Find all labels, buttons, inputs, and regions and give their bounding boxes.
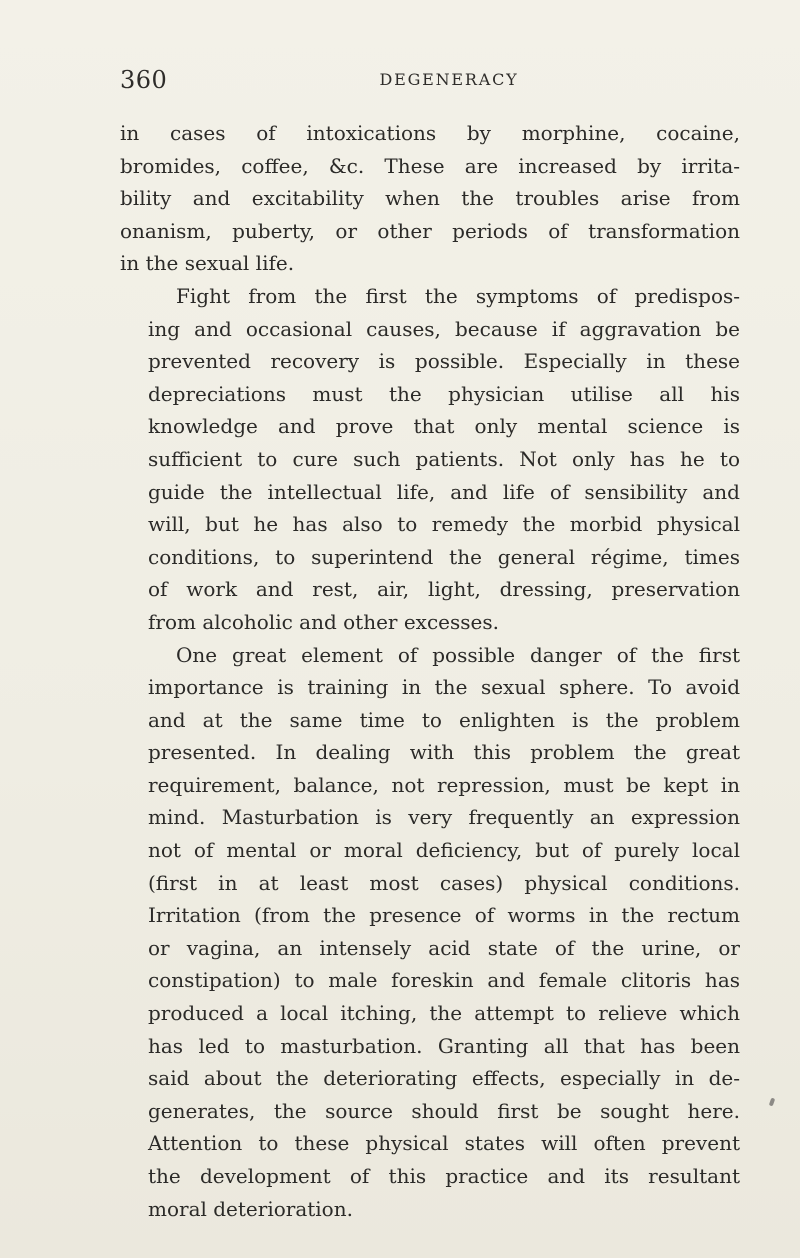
text-line: mind. Masturbation is very frequently an expression — [148, 805, 740, 830]
paragraph-2 — [120, 280, 740, 639]
page-header — [120, 66, 738, 100]
paragraph-1 — [120, 117, 740, 280]
text-line: not of mental or moral deficiency, but of purely local — [148, 838, 740, 863]
text-line: conditions, to superintend the general régime, times — [148, 544, 740, 569]
paper-speck — [769, 1098, 775, 1107]
text-line: has led to masturbation. Granting all that has been — [148, 1033, 740, 1058]
text-line: or vagina, an intensely acid state of the urine, or — [148, 935, 740, 960]
text-line: sufficient to cure such patients. Not only has he to — [148, 446, 740, 471]
text-line: presented. In dealing with this problem the great — [148, 740, 740, 765]
text-line: guide the intellectual life, and life of sensibility and — [148, 479, 740, 504]
text-line: Attention to these physical states will often prevent — [148, 1131, 740, 1156]
body-text — [120, 117, 740, 1225]
text-line: requirement, balance, not repression, must be kept in — [148, 772, 740, 797]
text-line: knowledge and prove that only mental science is — [148, 414, 740, 439]
paragraph-3 — [120, 639, 740, 1226]
text-line: One great element of possible danger of the first — [176, 642, 740, 667]
text-line: the development of this practice and its resultant — [148, 1164, 740, 1188]
text-line: in cases of intoxications by morphine, cocaine, — [120, 121, 740, 145]
text-line: Irritation (from the presence of worms in the rectum — [148, 903, 740, 928]
text-line: depreciations must the physician utilise all his — [148, 381, 740, 406]
text-line: bromides, coffee, &c. These are increased by irrita- — [120, 153, 740, 178]
text-line: from alcoholic and other excesses. — [148, 609, 499, 634]
text-line: ing and occasional causes, because if aggravation be — [148, 316, 740, 341]
running-head: DEGENERACY — [379, 70, 519, 89]
text-line: constipation) to male foreskin and female clitoris has — [148, 968, 740, 993]
text-line: produced a local itching, the attempt to relieve which — [148, 1001, 740, 1026]
text-line: Fight from the first the symptoms of predispos- — [176, 283, 740, 308]
text-line: importance is training in the sexual sphere. To avoid — [148, 675, 740, 700]
text-line: generates, the source should first be sought here. — [148, 1098, 740, 1123]
text-line: moral deterioration. — [148, 1196, 353, 1221]
page-number: 360 — [120, 66, 168, 94]
text-line: onanism, puberty, or other periods of transformation — [120, 218, 740, 243]
text-line: in the sexual life. — [120, 251, 295, 276]
text-line: (first in at least most cases) physical conditions. — [148, 870, 740, 895]
text-line: of work and rest, air, light, dressing, preservation — [148, 577, 740, 602]
text-line: said about the deteriorating effects, especially in de- — [148, 1066, 740, 1091]
text-line: and at the same time to enlighten is the problem — [148, 707, 740, 732]
text-line: will, but he has also to remedy the morbid physical — [148, 512, 740, 537]
text-line: prevented recovery is possible. Especially in these — [148, 349, 740, 374]
text-line: bility and excitability when the troubles arise from — [120, 186, 740, 211]
